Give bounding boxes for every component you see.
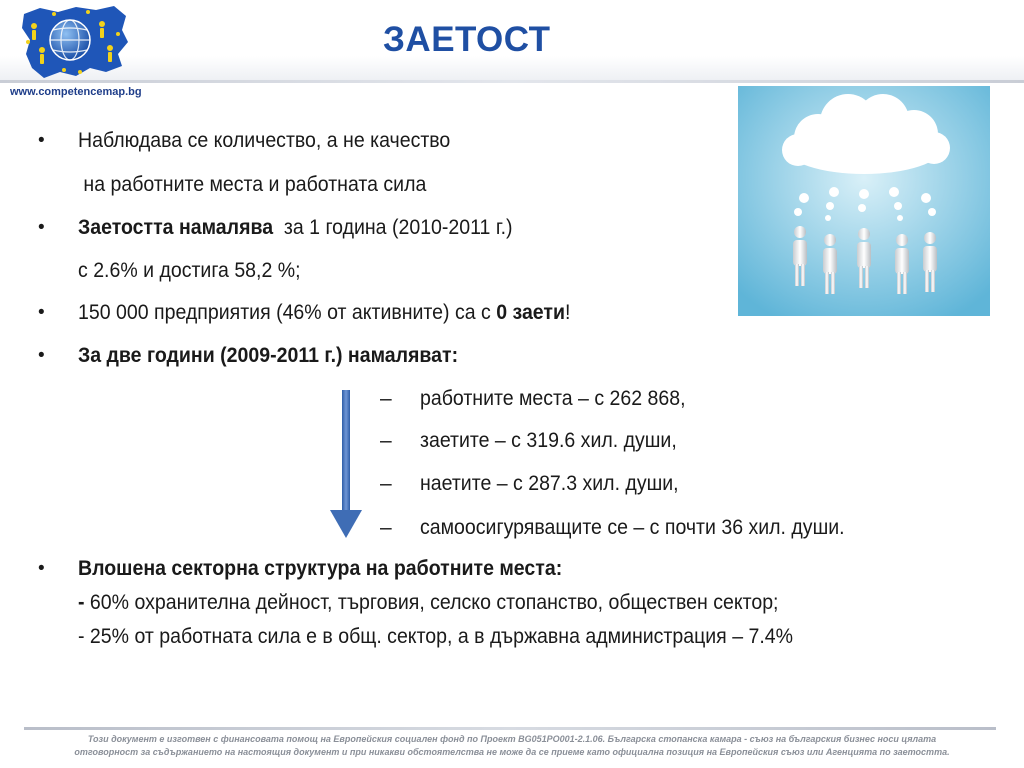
bullet-bold-text: Заетостта намалява <box>78 216 274 239</box>
footer-line-2: отговорност за съдържанието на настоящия документ и при никакви обстоятелства не може да се приеме като официална позиция на Европейския съюз или Агенцията по заетостта. <box>74 747 950 757</box>
footer-disclaimer <box>40 733 984 759</box>
bullet-text <box>78 300 570 326</box>
sub-item-text: наетите – с 287.3 хил. души, <box>420 472 679 495</box>
bullet-text-continued: - 25% от работната сила е в общ. сектор, а в държавна администрация – 7.4% <box>78 625 793 648</box>
bullet-regular-text: 60% охранителна дейност, търговия, селско стопанство, обществен сектор; <box>89 591 779 614</box>
bullet-text-continued: с 2.6% и достига 58,2 %; <box>78 259 301 282</box>
bullet-dash-bold: - <box>78 591 90 614</box>
footer-line-1: Този документ е изготвен с финансовата помощ на Европейския социален фонд по Проект BG051PO001-2.1.06. Българска стопанска камара - съюз на българския бизнес носи цялата <box>87 734 937 744</box>
sub-item-dash: – <box>380 472 392 495</box>
bullet-bold-text: Влошена секторна структура на работните места: <box>78 557 563 580</box>
bullet-regular-text: ! <box>564 301 571 324</box>
site-url-link[interactable]: www.competencemap.bg <box>10 86 142 98</box>
down-arrow-icon <box>328 390 364 540</box>
footer-divider <box>24 727 996 730</box>
bullet-bold-text: За две години (2009-2011 г.) намаляват: <box>78 344 459 367</box>
bullet-text <box>78 556 562 582</box>
sub-item-dash: – <box>380 516 392 539</box>
bullet-symbol: • <box>38 217 45 238</box>
bullet-bold-text: 0 заети <box>496 301 565 324</box>
bullet-symbol: • <box>38 302 45 323</box>
sub-item-dash: – <box>380 387 392 410</box>
sub-item-text: заетите – с 319.6 хил. души, <box>420 429 677 452</box>
bullet-regular-text: за 1 година (2010-2011 г.) <box>273 216 513 239</box>
bullet-symbol: • <box>38 558 45 579</box>
page-title: ЗАЕТОСТ <box>383 20 551 59</box>
bullet-text: Наблюдава се количество, а не качество <box>78 129 451 152</box>
bullet-symbol: • <box>38 130 45 151</box>
bullet-symbol: • <box>38 345 45 366</box>
sub-item-text: работните места – с 262 868, <box>420 387 686 410</box>
bullet-text-continued: на работните места и работната сила <box>78 173 427 196</box>
bullet-text-continued <box>78 590 778 616</box>
bullet-regular-text: 150 000 предприятия (46% от активните) са с <box>78 301 497 324</box>
sub-item-text: самоосигуряващите се – с почти 36 хил. души. <box>420 516 845 539</box>
sub-item-dash: – <box>380 429 392 452</box>
bullet-text <box>78 343 458 369</box>
bullet-text <box>78 215 513 241</box>
